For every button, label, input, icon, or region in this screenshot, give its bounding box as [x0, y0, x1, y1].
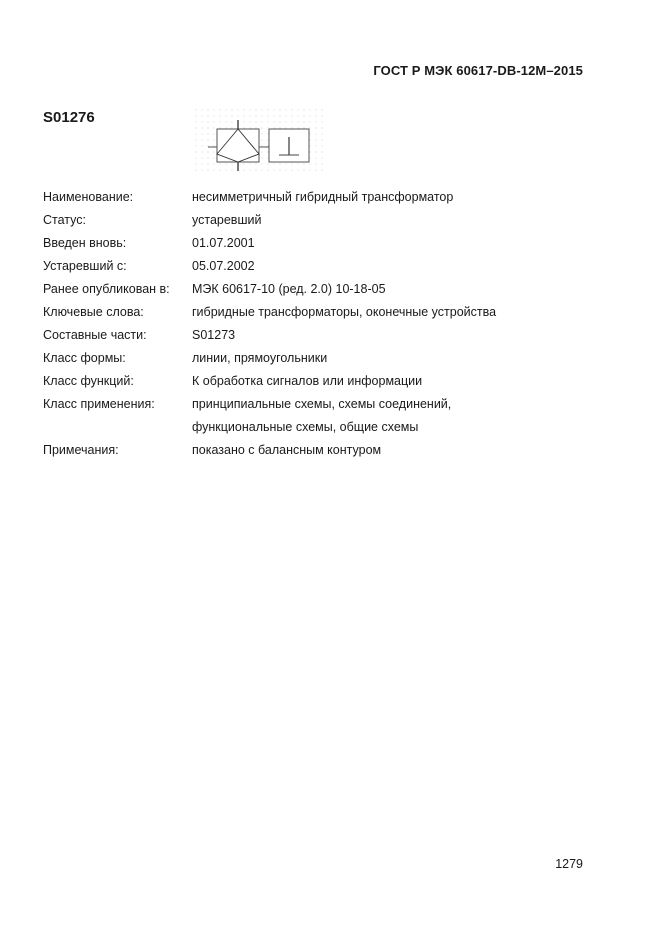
property-row-application-class-continued [43, 416, 496, 439]
property-value: МЭК 60617-10 (ред. 2.0) 10-18-05 [192, 282, 386, 296]
property-row-components [43, 324, 496, 347]
property-value: устаревший [192, 213, 262, 227]
property-row-name [43, 186, 496, 209]
property-label: Устаревший с: [43, 259, 127, 273]
hybrid-transformer-diagram-icon [195, 109, 323, 173]
property-row-introduced [43, 232, 496, 255]
property-value: принципиальные схемы, схемы соединений, [192, 397, 452, 411]
property-value: показано с балансным контуром [192, 443, 382, 457]
property-value: функциональные схемы, общие схемы [192, 420, 419, 434]
page-number: 1279 [555, 857, 583, 871]
property-row-previously-published [43, 278, 496, 301]
property-value: 05.07.2002 [192, 259, 255, 273]
property-row-obsolete-since [43, 255, 496, 278]
property-value: гибридные трансформаторы, оконечные устройства [192, 305, 497, 319]
property-label: Ключевые слова: [43, 305, 144, 319]
property-label: Введен вновь: [43, 236, 127, 250]
property-label: Составные части: [43, 328, 147, 342]
property-label [43, 416, 192, 439]
property-value: S01273 [192, 328, 236, 342]
property-label: Класс функций: [43, 374, 134, 388]
property-row-application-class [43, 393, 496, 416]
document-standard-header: ГОСТ Р МЭК 60617-DB-12M–2015 [373, 63, 583, 78]
property-label: Класс применения: [43, 397, 155, 411]
symbol-figure [195, 109, 323, 173]
property-row-function-class [43, 370, 496, 393]
property-value: К обработка сигналов или информации [192, 374, 423, 388]
property-value: 01.07.2001 [192, 236, 255, 250]
property-label: Наименование: [43, 190, 134, 204]
property-label: Ранее опубликован в: [43, 282, 170, 296]
property-value: несимметричный гибридный трансформатор [192, 190, 454, 204]
property-row-status [43, 209, 496, 232]
symbol-code: S01276 [43, 109, 95, 126]
property-row-shape-class [43, 347, 496, 370]
property-row-notes [43, 439, 496, 462]
property-value: линии, прямоугольники [192, 351, 328, 365]
property-label: Примечания: [43, 443, 119, 457]
property-label: Статус: [43, 213, 86, 227]
property-label: Класс формы: [43, 351, 126, 365]
property-row-keywords [43, 301, 496, 324]
symbol-properties [43, 186, 496, 462]
